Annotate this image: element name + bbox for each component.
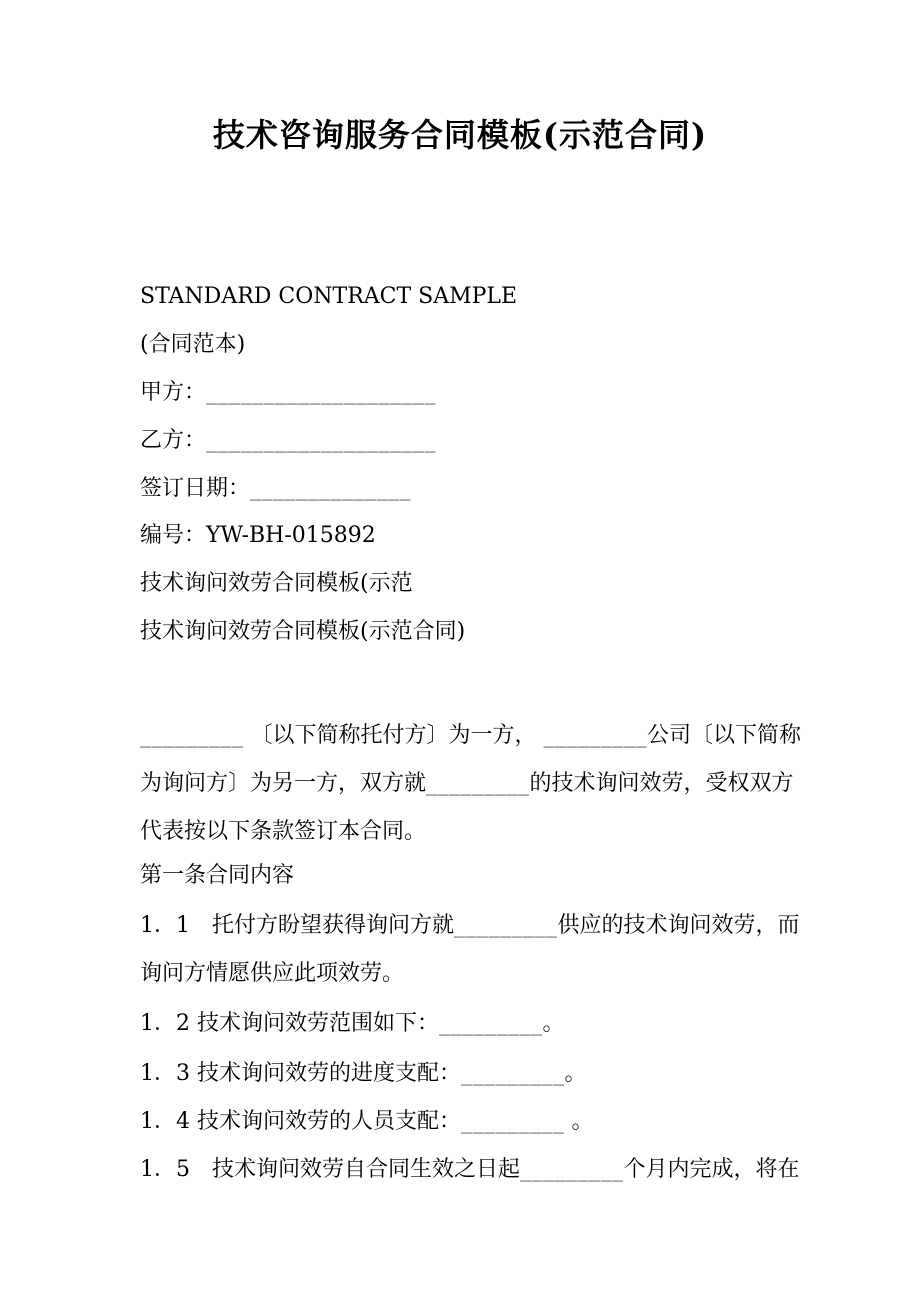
party-a-label: 甲方：: [140, 380, 207, 405]
clause-1-5-blank: _________: [520, 1157, 624, 1182]
clause-text: 供应的技术询问效劳，而: [557, 913, 800, 938]
clause-1-5-line: [140, 1156, 800, 1184]
clause-text: 技术询问效劳的进度支配：: [190, 1061, 461, 1086]
document-title: 技术咨询服务合同模板(示范合同): [212, 116, 708, 154]
clause-1-1-line-1: [140, 912, 800, 940]
clause-number: 1．1: [140, 913, 190, 938]
clause-1-3-line: [140, 1060, 587, 1088]
clause-text: 个月内完成，将在: [623, 1157, 800, 1182]
intro-text: 公司〔以下简称: [647, 723, 802, 748]
clause-1-1-blank: _________: [454, 913, 558, 938]
party-a-line: [140, 379, 436, 407]
party-a-blank: ____________________: [206, 380, 437, 405]
clause-1-2-line: [140, 1010, 565, 1038]
clause-1-4-line: [140, 1108, 594, 1136]
party-b-blank: ____________________: [206, 428, 437, 453]
clause-text: 技术询问效劳自合同生效之日起: [190, 1157, 521, 1182]
clause-text: 。: [542, 1011, 565, 1036]
party-b-line: [140, 427, 436, 455]
intro-text: 为询问方〕为另一方，双方就: [140, 771, 427, 796]
intro-paragraph-line-1: [140, 722, 801, 750]
clause-text: 技术询问效劳范围如下：: [190, 1011, 439, 1036]
sign-date-label: 签订日期：: [140, 476, 251, 501]
subtitle-english: STANDARD CONTRACT SAMPLE: [140, 284, 518, 309]
clause-1-1-line-2: 询问方情愿供应此项效劳。: [140, 961, 405, 986]
clause-number: 1．3: [140, 1061, 190, 1086]
clause-number: 1．2: [140, 1011, 190, 1036]
intro-text: 〔以下简称托付方〕为一方，: [243, 723, 544, 748]
article-1-heading: 第一条合同内容: [140, 863, 295, 888]
doc-number-value: YW-BH-015892: [206, 523, 376, 548]
subtitle-chinese: (合同范本): [140, 332, 246, 357]
delegator-name-blank: _________: [140, 723, 244, 748]
subtitle-line-full: 技术询问效劳合同模板(示范合同): [140, 619, 466, 644]
subject-blank: _________: [426, 771, 530, 796]
clause-text: 。: [564, 1061, 587, 1086]
sign-date-line: [140, 475, 411, 503]
clause-text: 托付方盼望获得询问方就: [190, 913, 455, 938]
doc-number-label: 编号：: [140, 523, 207, 548]
clause-number: 1．4: [140, 1109, 190, 1134]
company-name-blank: _________: [543, 723, 647, 748]
clause-1-4-blank: _________: [461, 1109, 565, 1134]
clause-text: 技术询问效劳的人员支配：: [190, 1109, 461, 1134]
sign-date-blank: ______________: [250, 476, 412, 501]
intro-text: 的技术询问效劳，受权双方: [529, 771, 794, 796]
intro-paragraph-line-3: 代表按以下条款签订本合同。: [140, 819, 427, 844]
clause-number: 1．5: [140, 1157, 190, 1182]
clause-text: 。: [564, 1109, 594, 1134]
party-b-label: 乙方：: [140, 428, 207, 453]
intro-paragraph-line-2: [140, 770, 794, 798]
subtitle-line-partial: 技术询问效劳合同模板(示范: [140, 571, 413, 596]
doc-number-line: [140, 522, 376, 550]
clause-1-3-blank: _________: [461, 1061, 565, 1086]
clause-1-2-blank: _________: [439, 1011, 543, 1036]
